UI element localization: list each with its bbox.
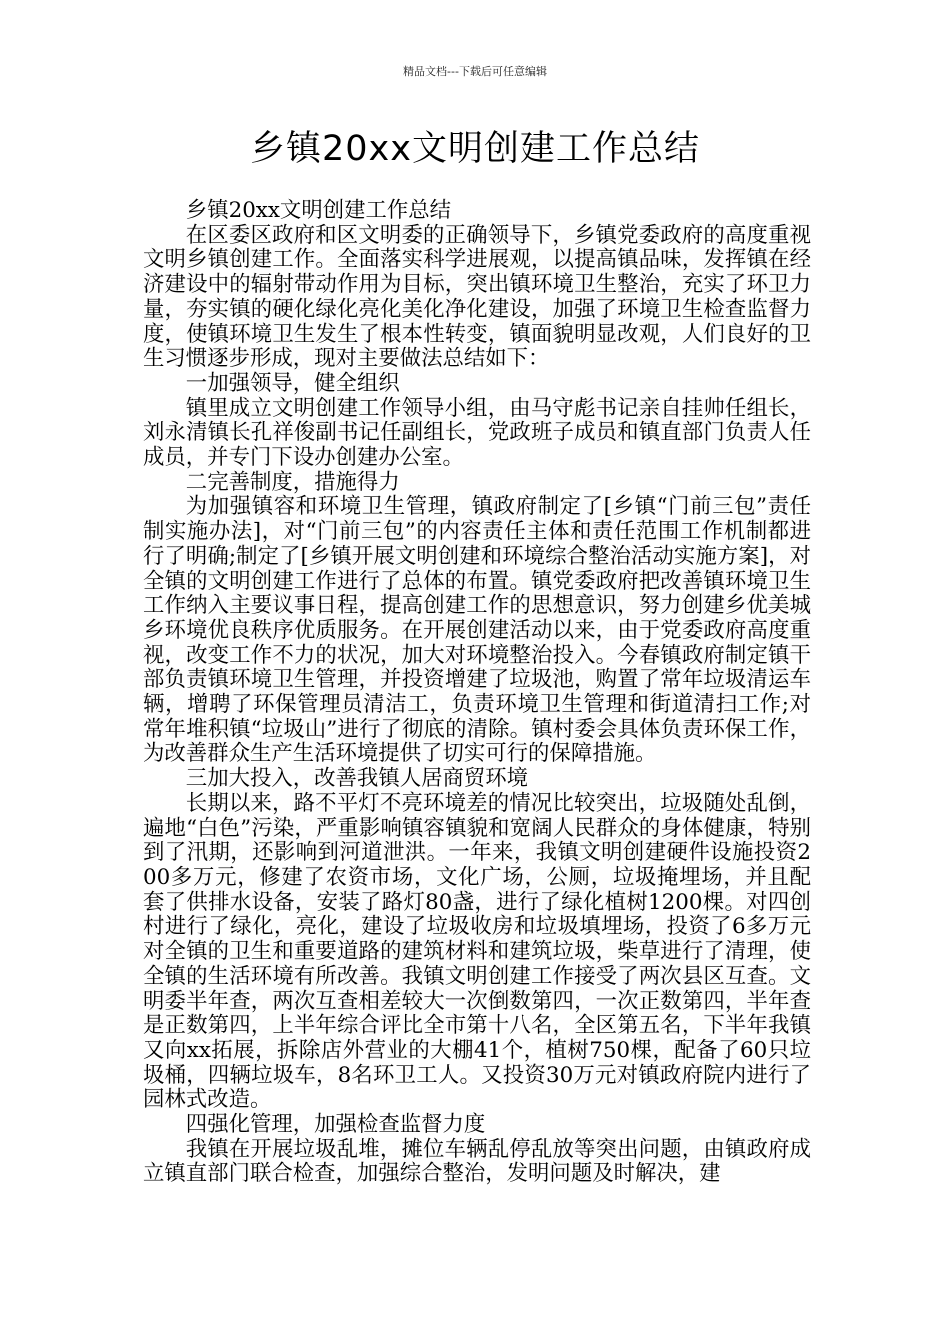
body-paragraph-section-3: 长期以来，路不平灯不亮环境差的情况比较突出，垃圾随处乱倒，遍地“白色”污染，严重影响镇容镇貌和宽阔人民群众的身体健康，特别到了汛期，还影响到河道泄洪。一年来，我镇文明创建硬件设施投资200多万元，修建了农资市场，文化广场，公厕，垃圾掩埋场，并且配套了供排水设备，安装了路灯80盏，进行了绿化植树1200棵。对四创村进行了绿化，亮化，建设了垃圾收房和垃圾填埋场，投资了6多万元对全镇的卫生和重要道路的建筑材料和建筑垃圾，柴草进行了清理，使全镇的生活环境有所改善。我镇文明创建工作接受了两次县区互查。文明委半年查，两次互查相差较大一次倒数第四，一次正数第四，半年查是正数第四，上半年综合评比全市第十八名，全区第五名，下半年我镇又向xx拓展，拆除店外营业的大棚41个，植树750棵，配备了60只垃圾桶，四辆垃圾车，8名环卫工人。又投资30万元对镇政府院内进行了园林式改造。 [143,790,811,1113]
page-header-note: 精品文档---下载后可任意编辑 [403,65,547,78]
body-paragraph-intro: 在区委区政府和区文明委的正确领导下，乡镇党委政府的高度重视文明乡镇创建工作。全面落实科学进展观，以提高镇品味，发挥镇在经济建设中的辐射带动作用为目标，突出镇环境卫生整治，充实了环卫力量，夯实镇的硬化绿化亮化美化净化建设，加强了环境卫生检查监督力度，使镇环境卫生发生了根本性转变，镇面貌明显改观，人们良好的卫生习惯逐步形成，现对主要做法总结如下： [143,222,811,372]
section-heading-4: 四强化管理，加强检查监督力度 [185,1112,486,1138]
body-paragraph-section-2: 为加强镇容和环境卫生管理，镇政府制定了[乡镇“门前三包”责任制实施办法]，对“门前三包”的内容责任主体和责任范围工作机制都进行了明确;制定了[乡镇开展文明创建和环境综合整治活动实施方案]，对全镇的文明创建工作进行了总体的布置。镇党委政府把改善镇环境卫生工作纳入主要议事日程，提高创建工作的思想意识，努力创建乡优美城乡环境优良秩序优质服务。在开展创建活动以来，由于党委政府高度重视，改变工作不力的状况，加大对环境整治投入。今春镇政府制定镇干部负责镇环境卫生管理，并投资增建了垃圾池，购置了常年垃圾清运车辆，增聘了环保管理员清洁工，负责环境卫生管理和街道清扫工作;对常年堆积镇“垃圾山”进行了彻底的清除。镇村委会具体负责环保工作，为改善群众生产生活环境提供了切实可行的保障措施。 [143,494,811,767]
document-title: 乡镇20xx文明创建工作总结 [250,129,700,169]
document-body [143,199,811,1187]
section-heading-1: 一加强领导，健全组织 [185,370,400,396]
body-paragraph-subtitle: 乡镇20xx文明创建工作总结 [185,198,452,223]
section-heading-2: 二完善制度，措施得力 [185,469,400,495]
body-paragraph-section-4: 我镇在开展垃圾乱堆，摊位车辆乱停乱放等突出问题，由镇政府成立镇直部门联合检查，加强综合整治，发明问题及时解决，建 [143,1136,811,1187]
section-heading-3: 三加大投入，改善我镇人居商贸环境 [185,766,529,792]
body-paragraph-section-1: 镇里成立文明创建工作领导小组，由马守彪书记亲自挂帅任组长，刘永清镇长孔祥俊副书记任副组长，党政班子成员和镇直部门负责人任成员，并专门下设办创建办公室。 [143,395,811,471]
